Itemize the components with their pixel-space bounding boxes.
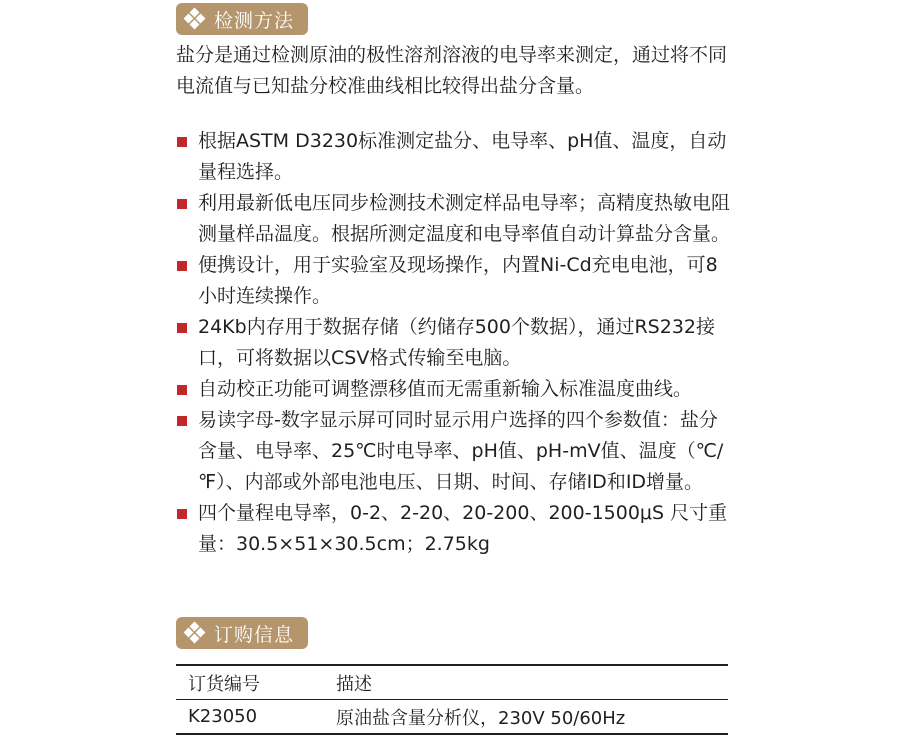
list-item <box>176 188 736 250</box>
feature-text: 易读字母-数字显示屏可同时显示用户选择的四个参数值：盐分含量、电导率、25℃时电导率、pH值、pH-mV值、温度（℃/℉）、内部或外部电池电压、日期、时间、存储ID和ID增量。 <box>198 409 724 493</box>
bullet-square-icon <box>177 199 187 209</box>
list-item <box>176 374 736 405</box>
order-section-header <box>176 617 308 649</box>
bullet-square-icon <box>177 416 187 426</box>
column-header-order-number: 订货编号 <box>176 665 324 700</box>
description-cell: 原油盐含量分析仪，230V 50/60Hz <box>324 700 728 735</box>
feature-text: 便携设计，用于实验室及现场操作，内置Ni-Cd充电电池，可8小时连续操作。 <box>198 254 718 307</box>
feature-text: 利用最新低电压同步检测技术测定样品电导率；高精度热敏电阻测量样品温度。根据所测定温度和电导率值自动计算盐分含量。 <box>198 192 731 245</box>
order-number-cell: K23050 <box>176 700 324 735</box>
feature-text: 自动校正功能可调整漂移值而无需重新输入标准温度曲线。 <box>198 378 693 400</box>
feature-text: 根据ASTM D3230标准测定盐分、电导率、pH值、温度，自动量程选择。 <box>198 130 727 183</box>
bullet-square-icon <box>177 137 187 147</box>
list-item <box>176 405 736 498</box>
bullet-square-icon <box>177 385 187 395</box>
feature-text: 24Kb内存用于数据存储（约储存500个数据），通过RS232接口，可将数据以CSV格式传输至电脑。 <box>198 316 715 369</box>
table-header-row <box>176 665 728 700</box>
order-section-title: 订购信息 <box>214 623 295 646</box>
diamond-cluster-icon <box>184 8 206 30</box>
bullet-square-icon <box>177 509 187 519</box>
diamond-cluster-icon <box>184 622 206 644</box>
bullet-square-icon <box>177 323 187 333</box>
list-item <box>176 126 736 188</box>
list-item <box>176 250 736 312</box>
bullet-square-icon <box>177 261 187 271</box>
order-table <box>176 664 728 735</box>
method-section-title: 检测方法 <box>214 9 295 32</box>
column-header-description: 描述 <box>324 665 728 700</box>
method-section-header <box>176 3 308 35</box>
feature-text: 四个量程电导率，0-2、2-20、20-200、200-1500μS 尺寸重量：30.5×51×30.5cm；2.75kg <box>198 502 728 555</box>
table-row <box>176 700 728 735</box>
list-item <box>176 498 736 560</box>
list-item <box>176 312 736 374</box>
method-intro-text: 盐分是通过检测原油的极性溶剂溶液的电导率来测定，通过将不同电流值与已知盐分校准曲线相比较得出盐分含量。 <box>176 44 728 97</box>
feature-list <box>176 126 736 560</box>
